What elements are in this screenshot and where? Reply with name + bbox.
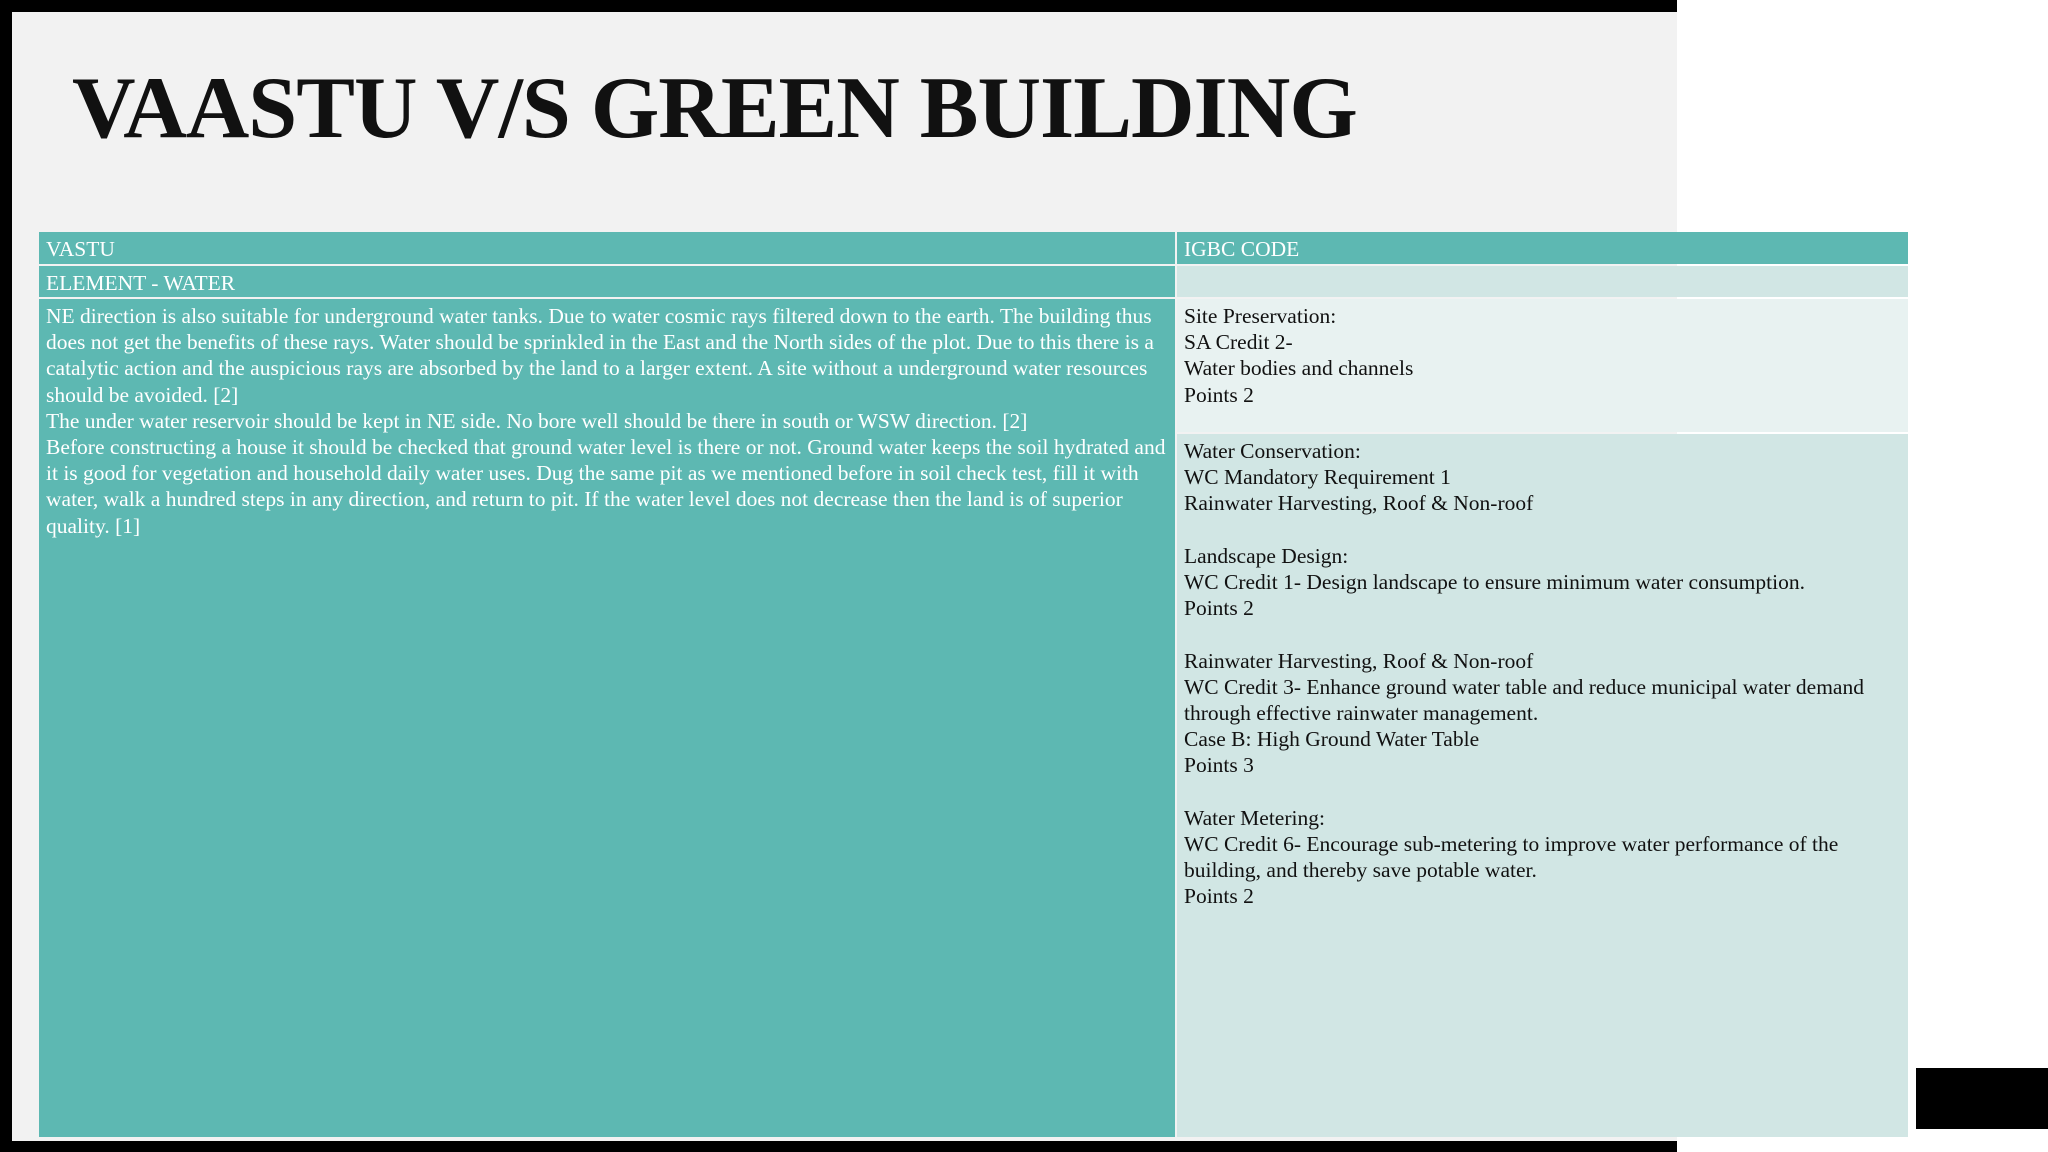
- frame-left-border: [0, 0, 12, 1152]
- slide-title: VAASTU V/S GREEN BUILDING: [72, 60, 1357, 157]
- element-row-igbc-empty: [1177, 266, 1908, 297]
- frame-bottom-border: [0, 1141, 1677, 1152]
- comparison-table: [39, 232, 1908, 1137]
- igbc-site-preservation: Site Preservation: SA Credit 2- Water bodies and channels Points 2: [1177, 299, 1908, 432]
- header-igbc-code: IGBC CODE: [1177, 232, 1908, 264]
- frame-top-border: [0, 0, 1677, 12]
- corner-block: [1916, 1068, 2048, 1129]
- element-water-label: ELEMENT - WATER: [39, 266, 1175, 297]
- igbc-water-conservation: Water Conservation: WC Mandatory Requirement 1 Rainwater Harvesting, Roof & Non-roof Landscape Design: WC Credit 1- Design landscape to ensure minimum water consumption. Points 2 Rainwater Harvesting, Roof & Non-roof WC Credit 3- Enhance ground water table and reduce municipal water demand through effective rainwater management. Case B: High Ground Water Table Points 3 Water Metering: WC Credit 6- Encourage sub-metering to improve water performance of the building, and thereby save potable water. Points 2: [1177, 434, 1908, 1137]
- vastu-water-description: NE direction is also suitable for underground water tanks. Due to water cosmic rays filtered down to the earth. The building thus does not get the benefits of these rays. Water should be sprinkled in the East and the North sides of the plot. Due to this there is a catalytic action and the auspicious rays are absorbed by the land to a larger extent. A site without a underground water resources should be avoided. [2] The under water reservoir should be kept in NE side. No bore well should be there in south or WSW direction. [2] Before constructing a house it should be checked that ground water level is there or not. Ground water keeps the soil hydrated and it is good for vegetation and household daily water uses. Dug the same pit as we mentioned before in soil check test, fill it with water, walk a hundred steps in any direction, and return to pit. If the water level does not decrease then the land is of superior quality. [1]: [39, 299, 1175, 1137]
- header-vastu: VASTU: [39, 232, 1175, 264]
